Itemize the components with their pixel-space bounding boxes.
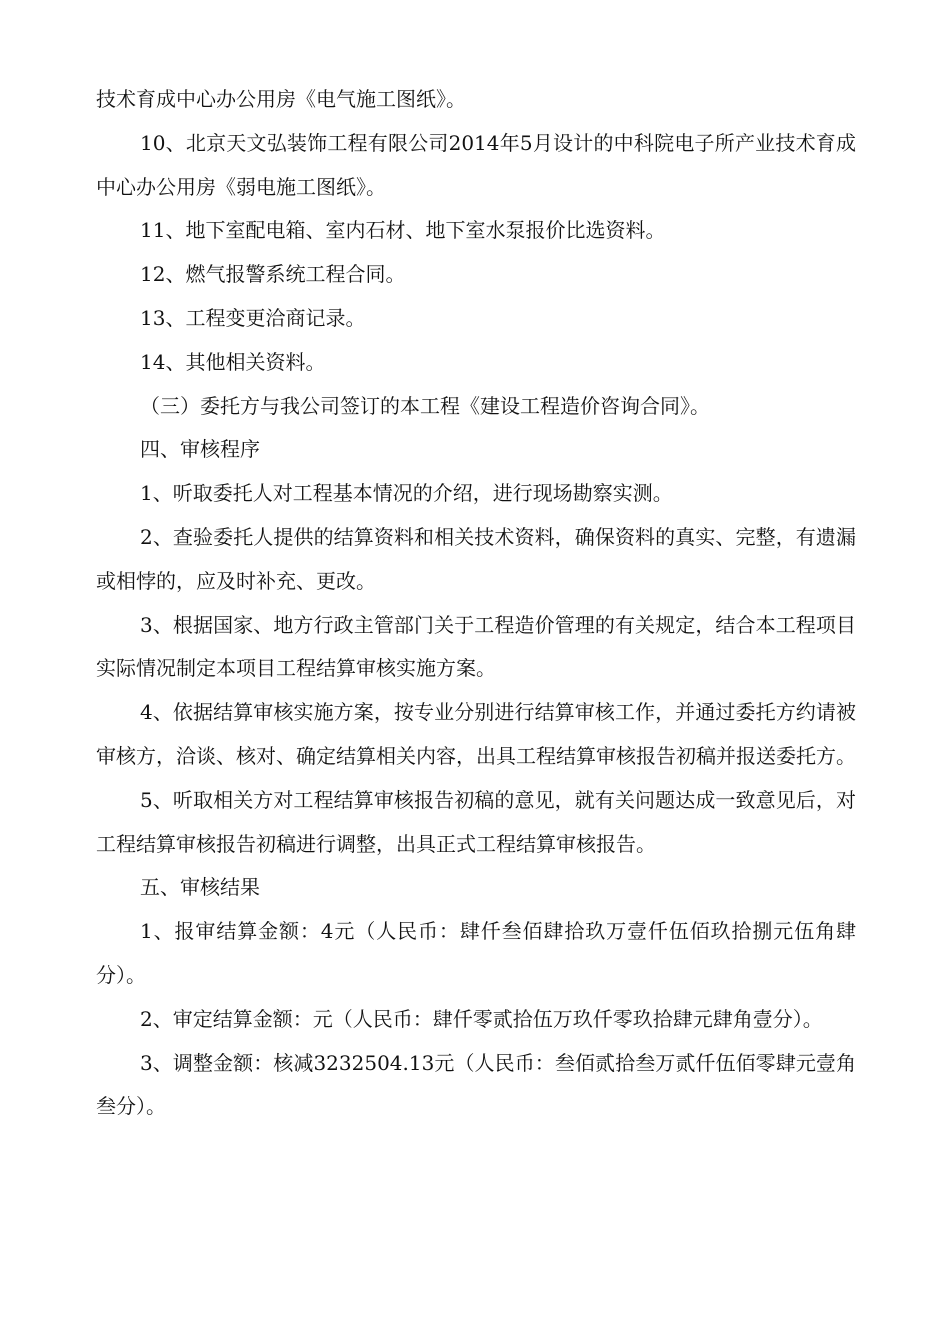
paragraph-procedure-1: 1、听取委托人对工程基本情况的介绍，进行现场勘察实测。 <box>140 481 673 506</box>
paragraph-item-13: 13、工程变更洽商记录。 <box>140 305 366 330</box>
paragraph-item-11: 11、地下室配电箱、室内石材、地下室水泵报价比选资料。 <box>140 218 666 243</box>
paragraph-result-1: 1、报审结算金额：4元（人民币：肆仟叁佰肆拾玖万壹仟伍佰玖拾捌元伍角肆分）。 <box>96 919 856 987</box>
paragraph-section-3-contract: （三）委托方与我公司签订的本工程《建设工程造价咨询合同》。 <box>140 393 710 418</box>
paragraph-procedure-5: 5、听取相关方对工程结算审核报告初稿的意见，就有关问题达成一致意见后，对工程结算审核报告初稿进行调整，出具正式工程结算审核报告。 <box>96 787 856 856</box>
document-body <box>96 78 856 1129</box>
paragraph-drawing-ref-continued: 技术育成中心办公用房《电气施工图纸》。 <box>96 87 466 111</box>
heading-audit-procedure: 四、审核程序 <box>140 437 260 462</box>
paragraph-procedure-2: 2、查验委托人提供的结算资料和相关技术资料，确保资料的真实、完整，有遗漏或相悖的，应及时补充、更改。 <box>96 524 856 593</box>
paragraph-procedure-4: 4、依据结算审核实施方案，按专业分别进行结算审核工作，并通过委托方约请被审核方，洽谈、核对、确定结算相关内容，出具工程结算审核报告初稿并报送委托方。 <box>96 700 856 768</box>
heading-audit-result: 五、审核结果 <box>140 875 260 900</box>
paragraph-item-12: 12、燃气报警系统工程合同。 <box>140 262 406 287</box>
paragraph-result-3: 3、调整金额：核减3232504.13元（人民币：叁佰贰拾叁万贰仟伍佰零肆元壹角叁分）。 <box>96 1050 856 1119</box>
paragraph-procedure-3: 3、根据国家、地方行政主管部门关于工程造价管理的有关规定，结合本工程项目实际情况制定本项目工程结算审核实施方案。 <box>96 612 856 681</box>
paragraph-item-10: 10、北京天文弘装饰工程有限公司2014年5月设计的中科院电子所产业技术育成中心办公用房《弱电施工图纸》。 <box>96 130 856 199</box>
paragraph-result-2: 2、审定结算金额：元（人民币：肆仟零贰拾伍万玖仟零玖拾肆元肆角壹分）。 <box>140 1006 823 1031</box>
paragraph-item-14: 14、其他相关资料。 <box>140 349 326 374</box>
